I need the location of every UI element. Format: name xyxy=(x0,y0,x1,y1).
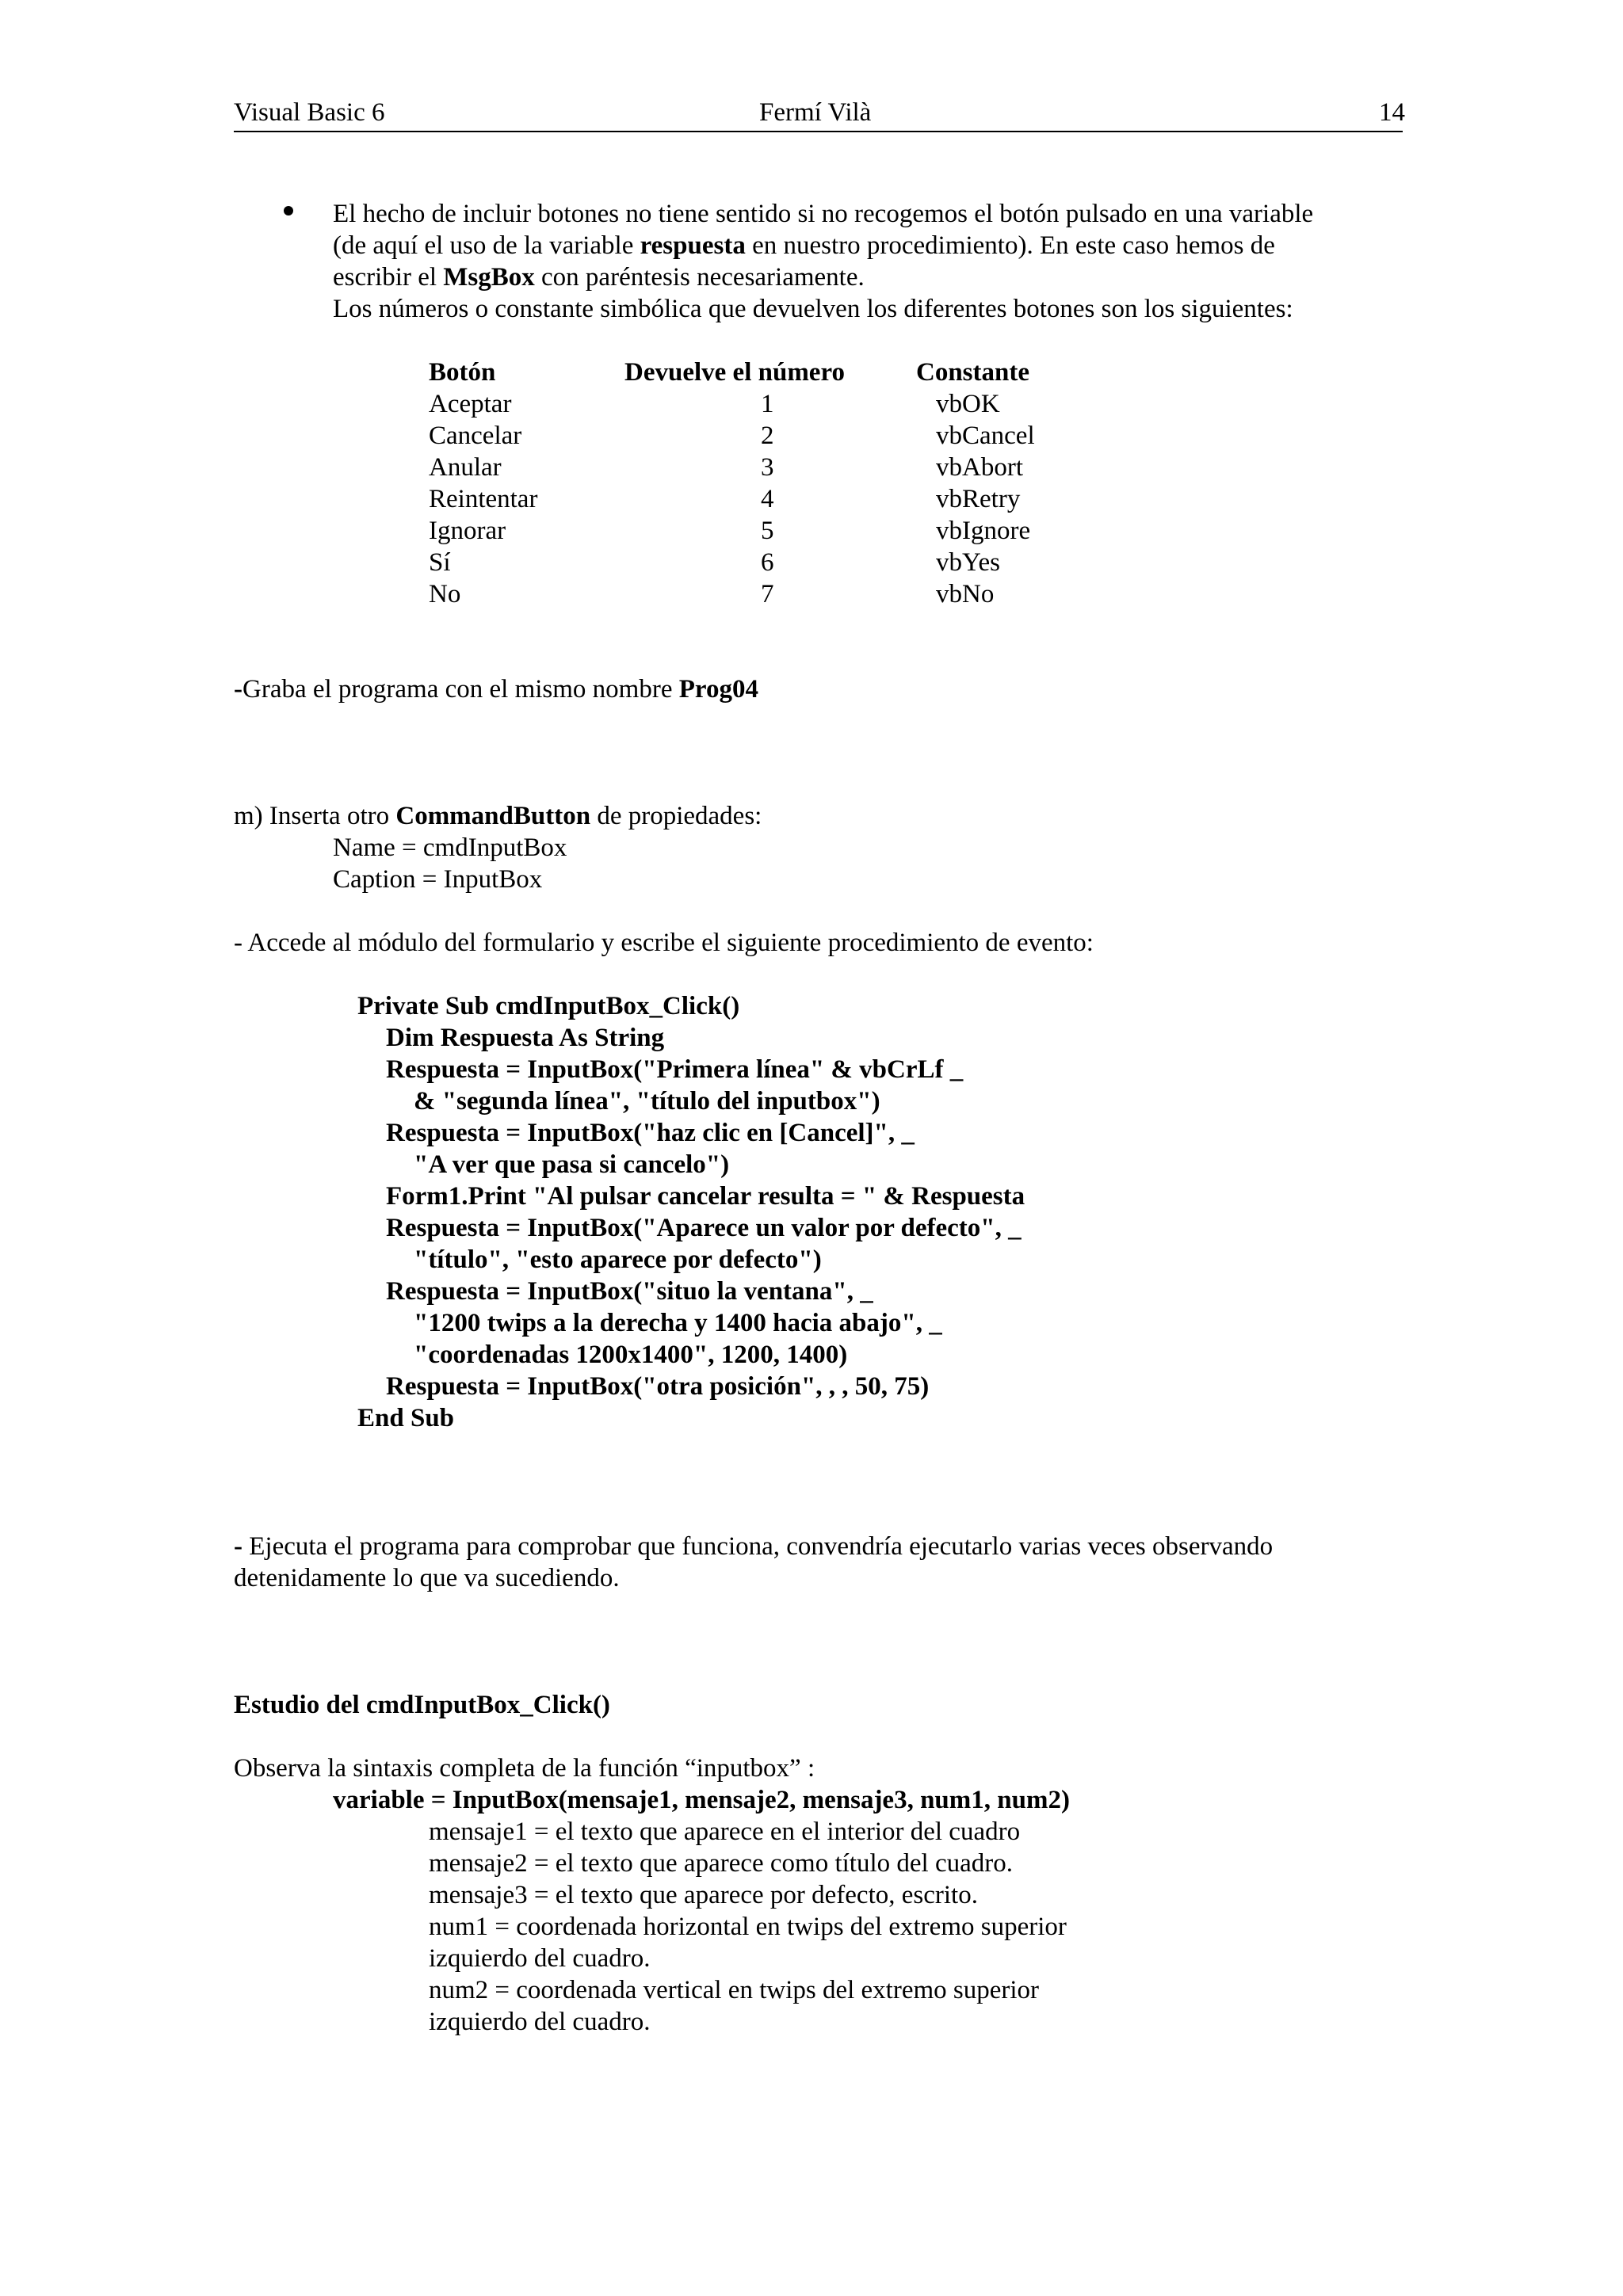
execute-instruction-line-2: detenidamente lo que va sucediendo. xyxy=(234,1564,620,1592)
bullet-line-2: (de aquí el uso de la variable respuesta en nuestro procedimiento). En este caso hemos de xyxy=(333,231,1275,260)
table-cell-numero: 4 xyxy=(761,485,774,513)
table-cell-boton: Sí xyxy=(429,548,451,577)
page-number: 14 xyxy=(1379,98,1405,127)
table-header-boton: Botón xyxy=(429,358,496,387)
table-cell-constante: vbYes xyxy=(936,548,1001,577)
table-cell-boton: Aceptar xyxy=(429,390,512,418)
code-line: Respuesta = InputBox("situo la ventana", _ xyxy=(386,1277,873,1306)
study-intro: Observa la sintaxis completa de la función “inputbox” : xyxy=(234,1754,815,1783)
step-m-heading: m) Inserta otro CommandButton de propiedades: xyxy=(234,802,762,830)
code-line: Respuesta = InputBox("Aparece un valor por defecto", _ xyxy=(386,1214,1022,1242)
table-cell-boton: Ignorar xyxy=(429,517,506,545)
table-cell-numero: 2 xyxy=(761,421,774,450)
table-cell-constante: vbNo xyxy=(936,580,995,608)
bullet-line-3: escribir el MsgBox con paréntesis necesariamente. xyxy=(333,263,865,292)
code-line: "coordenadas 1200x1400", 1200, 1400) xyxy=(414,1341,848,1369)
param-description: mensaje3 = el texto que aparece por defecto, escrito. xyxy=(429,1881,978,1909)
header-divider xyxy=(234,131,1403,132)
code-line: Respuesta = InputBox("Primera línea" & vbCrLf _ xyxy=(386,1055,964,1084)
header-center: Fermí Vilà xyxy=(759,98,872,127)
code-line: "título", "esto aparece por defecto") xyxy=(414,1245,822,1274)
param-description: mensaje2 = el texto que aparece como título del cuadro. xyxy=(429,1849,1013,1878)
table-header-numero: Devuelve el número xyxy=(624,358,846,387)
property-caption: Caption = InputBox xyxy=(333,865,543,894)
table-cell-numero: 3 xyxy=(761,453,774,482)
property-name: Name = cmdInputBox xyxy=(333,833,567,862)
table-cell-numero: 6 xyxy=(761,548,774,577)
table-cell-boton: Cancelar xyxy=(429,421,522,450)
code-line: End Sub xyxy=(357,1404,455,1432)
section-heading: Estudio del cmdInputBox_Click() xyxy=(234,1691,610,1719)
table-cell-constante: vbRetry xyxy=(936,485,1021,513)
table-header-constante: Constante xyxy=(916,358,1030,387)
code-line: Dim Respuesta As String xyxy=(386,1024,665,1052)
table-cell-constante: vbCancel xyxy=(936,421,1035,450)
bullet-icon xyxy=(284,206,293,215)
table-cell-constante: vbAbort xyxy=(936,453,1023,482)
table-cell-boton: No xyxy=(429,580,461,608)
param-description: num2 = coordenada vertical en twips del extremo superior xyxy=(429,1976,1040,2004)
param-description: num1 = coordenada horizontal en twips del extremo superior xyxy=(429,1913,1067,1941)
param-description: izquierdo del cuadro. xyxy=(429,1944,651,1973)
table-cell-constante: vbIgnore xyxy=(936,517,1031,545)
param-description: mensaje1 = el texto que aparece en el interior del cuadro xyxy=(429,1817,1021,1846)
bullet-line-4: Los números o constante simbólica que devuelven los diferentes botones son los siguientes: xyxy=(333,295,1293,323)
header-left: Visual Basic 6 xyxy=(234,98,385,127)
syntax-line: variable = InputBox(mensaje1, mensaje2, mensaje3, num1, num2) xyxy=(333,1786,1070,1814)
code-line: Respuesta = InputBox("haz clic en [Cancel]", _ xyxy=(386,1119,915,1147)
table-cell-numero: 5 xyxy=(761,517,774,545)
code-line: "1200 twips a la derecha y 1400 hacia abajo", _ xyxy=(414,1309,942,1337)
table-cell-constante: vbOK xyxy=(936,390,1000,418)
table-cell-boton: Reintentar xyxy=(429,485,538,513)
code-line: Private Sub cmdInputBox_Click() xyxy=(357,992,740,1020)
table-cell-boton: Anular xyxy=(429,453,502,482)
param-description: izquierdo del cuadro. xyxy=(429,2008,651,2036)
save-instruction: -Graba el programa con el mismo nombre Prog04 xyxy=(234,675,758,704)
table-cell-numero: 7 xyxy=(761,580,774,608)
code-line: Respuesta = InputBox("otra posición", , , 50, 75) xyxy=(386,1372,930,1401)
table-cell-numero: 1 xyxy=(761,390,774,418)
code-line: Form1.Print "Al pulsar cancelar resulta = " & Respuesta xyxy=(386,1182,1025,1211)
code-line: "A ver que pasa si cancelo") xyxy=(414,1150,730,1179)
code-line: & "segunda línea", "título del inputbox") xyxy=(414,1087,880,1116)
access-instruction: - Accede al módulo del formulario y escribe el siguiente procedimiento de evento: xyxy=(234,929,1094,957)
execute-instruction-line-1: - Ejecuta el programa para comprobar que funciona, convendría ejecutarlo varias veces observando xyxy=(234,1532,1274,1561)
bullet-line-1: El hecho de incluir botones no tiene sentido si no recogemos el botón pulsado en una variable xyxy=(333,200,1314,228)
